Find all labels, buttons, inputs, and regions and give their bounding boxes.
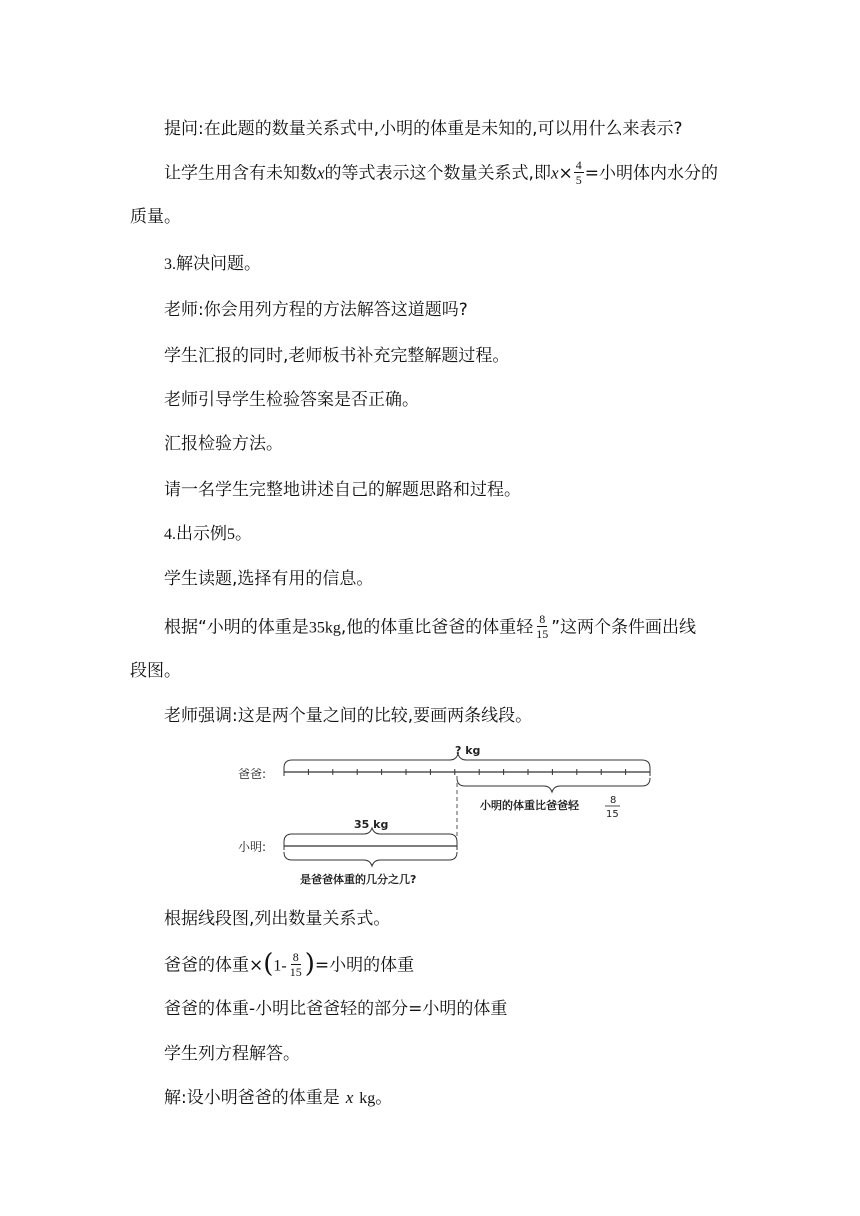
- variable-x: x: [345, 1088, 354, 1107]
- fraction-eight-fifteenths: $\frac{8}{15}$: [289, 950, 302, 979]
- question-brace: [284, 852, 457, 866]
- difference-label: 小明的体重比爸爸轻: [480, 799, 579, 812]
- condition-line: 根据“小明的体重是35kg,他的体重比爸爸的体重轻 $\frac{8}{15}$ ”这两个条件画出线: [164, 612, 697, 641]
- xiaoming-weight-label: 35 kg: [354, 818, 389, 831]
- paragraph-text: 老师引导学生检验答案是否正确。: [164, 390, 419, 410]
- paragraph-text: 根据线段图,列出数量关系式。: [164, 909, 391, 929]
- continuation-text: 段图。: [130, 661, 181, 681]
- instruction-equation-line: 让学生用含有未知数x的等式表示这个数量关系式,即x× $\frac{4}{5}$ =小明体内水分的: [164, 158, 718, 187]
- variable-x: x: [317, 163, 325, 183]
- xiaoming-weight-brace: [284, 828, 457, 842]
- paragraph-text: 学生汇报的同时,老师板书补充完整解题过程。: [164, 346, 510, 366]
- xiaoming-label: 小明:: [238, 840, 267, 854]
- continuation-text: 质量。: [130, 207, 181, 227]
- difference-frac-denominator: 15: [606, 809, 619, 820]
- paragraph-text: 学生列方程解答。: [164, 1044, 300, 1064]
- line-segment-diagram: [228, 740, 668, 890]
- relationship-equation-2: 爸爸的体重-小明比爸爸轻的部分=小明的体重: [164, 999, 508, 1019]
- paragraph-text: 请一名学生完整地讲述自己的解题思路和过程。: [164, 480, 521, 500]
- relationship-equation-1: 爸爸的体重×(1- $\frac{8}{15}$ )=小明的体重: [164, 948, 415, 979]
- dad-total-label: ? kg: [455, 744, 481, 757]
- solution-setup: 解:设小明爸爸的体重是 x kg。: [164, 1088, 393, 1108]
- difference-brace: [457, 778, 650, 792]
- teacher-question: 老师:你会用列方程的方法解答这道题吗?: [164, 300, 468, 320]
- paragraph-text: 学生读题,选择有用的信息。: [164, 569, 374, 589]
- difference-frac-numerator: 8: [610, 795, 617, 806]
- dad-label: 爸爸:: [238, 767, 267, 781]
- paragraph-text: 汇报检验方法。: [164, 434, 283, 454]
- variable-x: x: [550, 163, 559, 183]
- fraction-four-fifths: $\frac{4}{5}$: [575, 158, 582, 187]
- fraction-eight-fifteenths: $\frac{8}{15}$: [536, 612, 549, 641]
- section-heading-4: 4.出示例5。: [164, 524, 252, 544]
- section-heading-3: 3.解决问题。: [164, 254, 261, 274]
- fraction-question-label: 是爸爸体重的几分之几?: [300, 873, 417, 886]
- teacher-emphasis: 老师强调:这是两个量之间的比较,要画两条线段。: [164, 706, 533, 726]
- question-text: 提问:在此题的数量关系式中,小明的体重是未知的,可以用什么来表示?: [164, 119, 683, 139]
